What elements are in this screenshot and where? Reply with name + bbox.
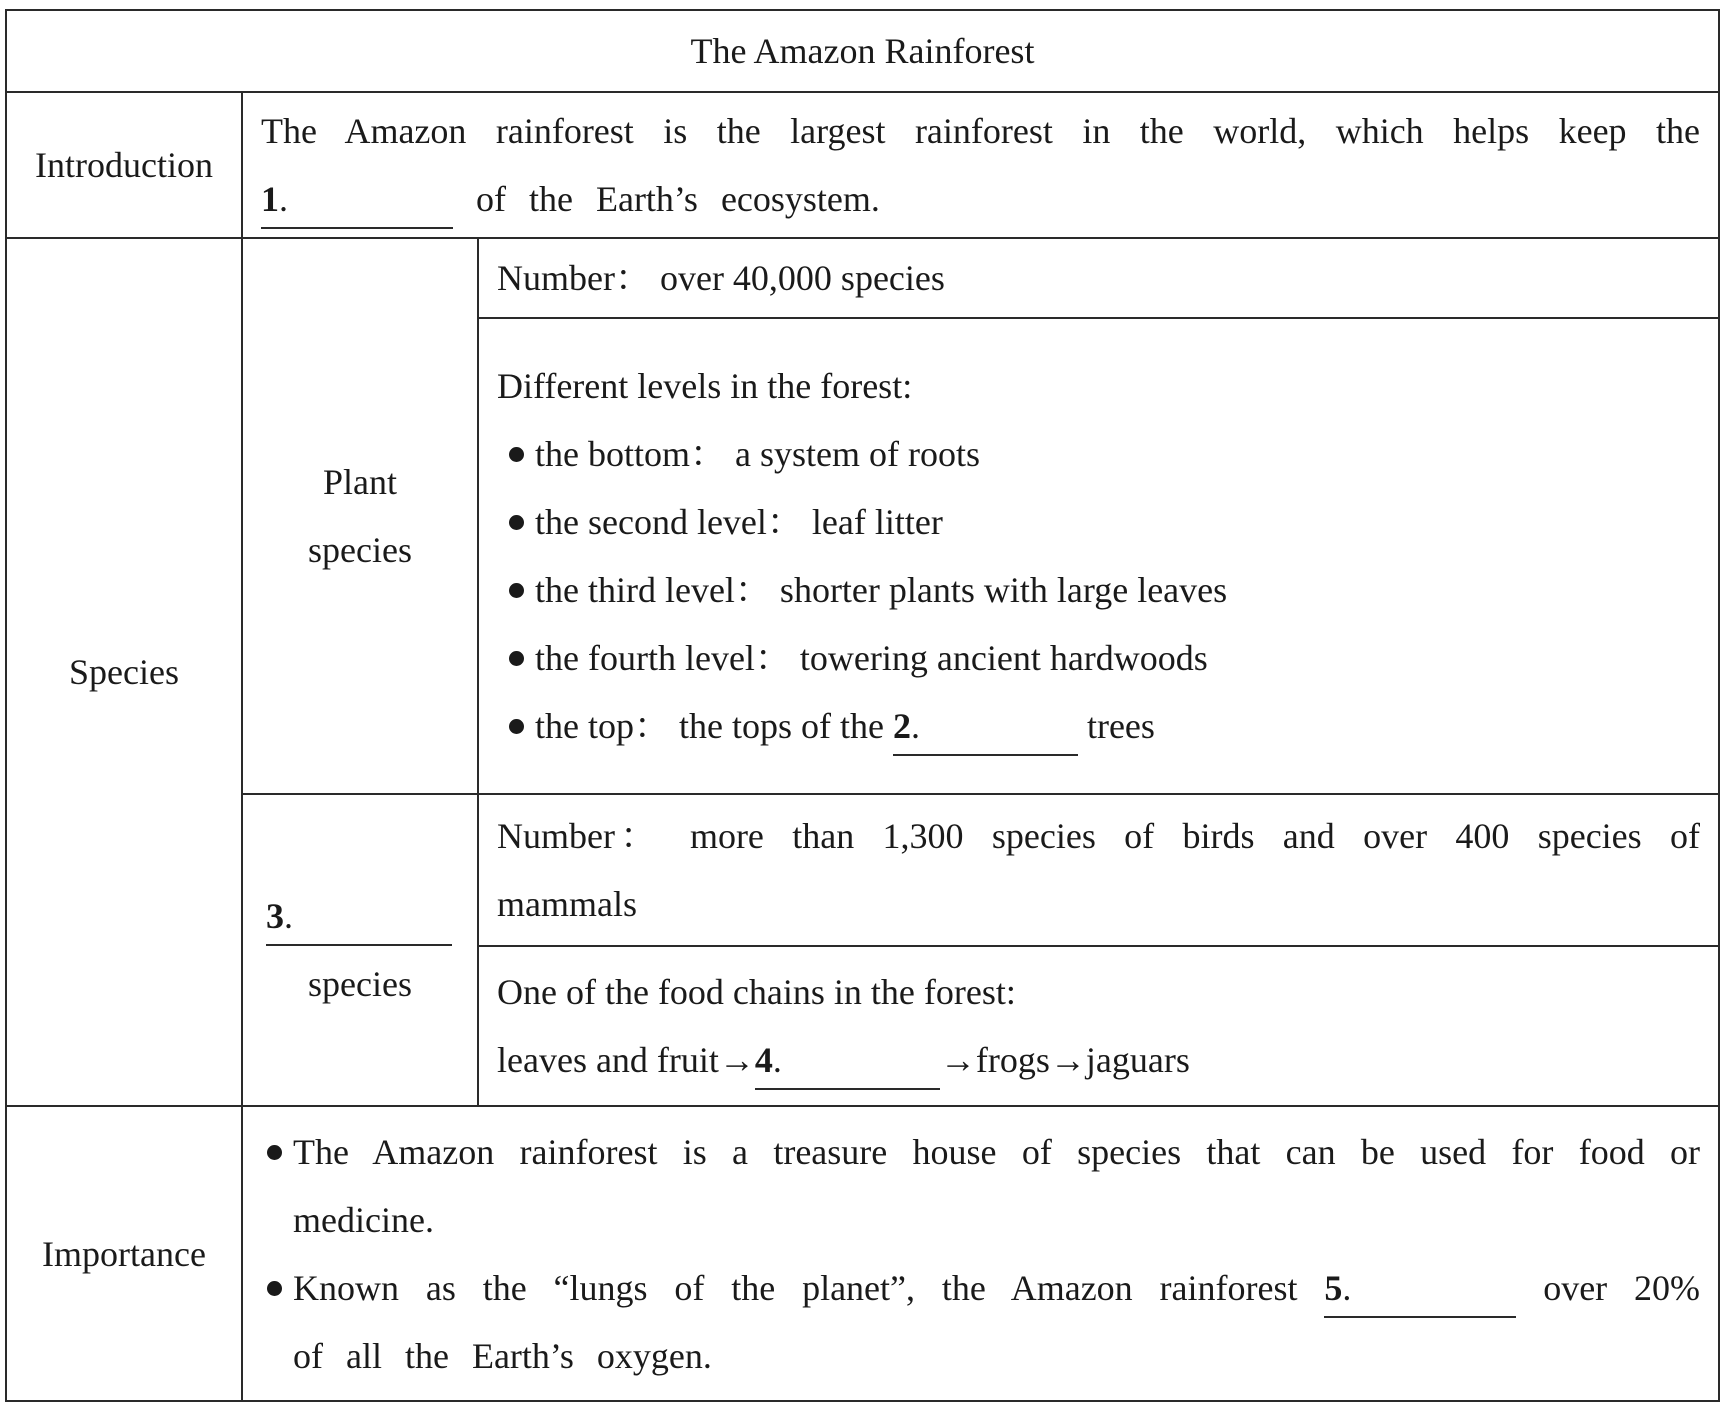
plant-number-row (6, 238, 1719, 318)
list-item (497, 488, 1700, 556)
blank-3[interactable] (266, 888, 452, 946)
introduction-text-before: The Amazon rainforest is the largest rainforest in the world, which helps keep the (261, 111, 1700, 151)
species-label: Species (6, 238, 242, 1106)
table-title: The Amazon Rainforest (6, 10, 1719, 92)
blank-4[interactable] (755, 1032, 940, 1090)
level-fourth: the fourth level： towering ancient hardwoods (535, 638, 1208, 678)
worksheet (5, 9, 1718, 1402)
food-chain-heading: One of the food chains in the forest: (497, 972, 1016, 1012)
title-row (6, 10, 1719, 92)
level-second: the second level： leaf litter (535, 502, 943, 542)
list-item (497, 420, 1700, 488)
bullet-icon (509, 583, 524, 598)
blank-2[interactable] (893, 698, 1078, 756)
list-item (261, 1118, 1700, 1254)
plant-number: Number： over 40,000 species (478, 238, 1719, 318)
blank-3-number: 3 (266, 896, 284, 936)
blank-3-dot: . (284, 896, 293, 936)
bullet-icon (267, 1281, 282, 1296)
amazon-rainforest-table (5, 9, 1720, 1402)
level-third: the third level： shorter plants with large leaves (535, 570, 1228, 610)
importance-content (242, 1106, 1719, 1401)
blank-5[interactable] (1324, 1260, 1516, 1318)
blank-2-number: 2 (892, 706, 911, 746)
importance-row (6, 1106, 1719, 1401)
plant-label-line1: Plant (322, 462, 397, 502)
introduction-label: Introduction (6, 92, 242, 238)
levels-list (497, 420, 1700, 760)
chain-before: leaves and fruit→ (497, 1040, 755, 1080)
list-item (497, 556, 1700, 624)
plant-levels (478, 318, 1719, 794)
level-top-after: trees (1086, 706, 1155, 746)
importance-point-1: The Amazon rainforest is a treasure house of species that can be used for food or medicine. (293, 1131, 1700, 1240)
blank-5-number: 5 (1324, 1267, 1343, 1308)
blank-4-dot: . (772, 1040, 782, 1080)
plant-species-label (242, 238, 478, 794)
introduction-row (6, 92, 1719, 238)
levels-heading: Different levels in the forest: (497, 366, 913, 406)
animal-label-line2: species (308, 964, 412, 1004)
animal-number-row (6, 794, 1719, 946)
list-item (261, 1254, 1700, 1390)
food-chain-line (497, 1026, 1700, 1094)
bullet-icon (509, 719, 524, 734)
level-top-before: the top： the tops of the (535, 706, 884, 746)
blank-1-dot: . (279, 179, 288, 219)
animal-number: Number： more than 1,300 species of birds and over 400 species of mammals (478, 794, 1719, 946)
introduction-text (242, 92, 1719, 238)
importance-point-2-before: Known as the “lungs of the planet”, the Amazon rainforest (293, 1267, 1298, 1308)
blank-2-dot: . (910, 706, 920, 746)
plant-label-line2: species (308, 530, 412, 570)
blank-5-dot: . (1342, 1267, 1352, 1308)
bullet-icon (509, 515, 524, 530)
food-chain (478, 946, 1719, 1106)
bullet-icon (509, 651, 524, 666)
importance-list (261, 1118, 1700, 1390)
list-item (497, 692, 1700, 760)
blank-4-number: 4 (754, 1040, 773, 1080)
blank-1[interactable] (261, 171, 453, 229)
level-bottom: the bottom： a system of roots (535, 434, 980, 474)
bullet-icon (267, 1145, 282, 1160)
animal-label-line1 (244, 882, 476, 950)
introduction-text-after: of the Earth’s ecosystem. (476, 179, 880, 219)
animal-species-label (242, 794, 478, 1106)
importance-point-2-after: over 20% of all the Earth’s oxygen. (293, 1267, 1700, 1376)
blank-1-number: 1 (261, 179, 279, 219)
chain-after: →frogs→jaguars (939, 1040, 1190, 1080)
bullet-icon (509, 447, 524, 462)
importance-label: Importance (6, 1106, 242, 1401)
list-item (497, 624, 1700, 692)
